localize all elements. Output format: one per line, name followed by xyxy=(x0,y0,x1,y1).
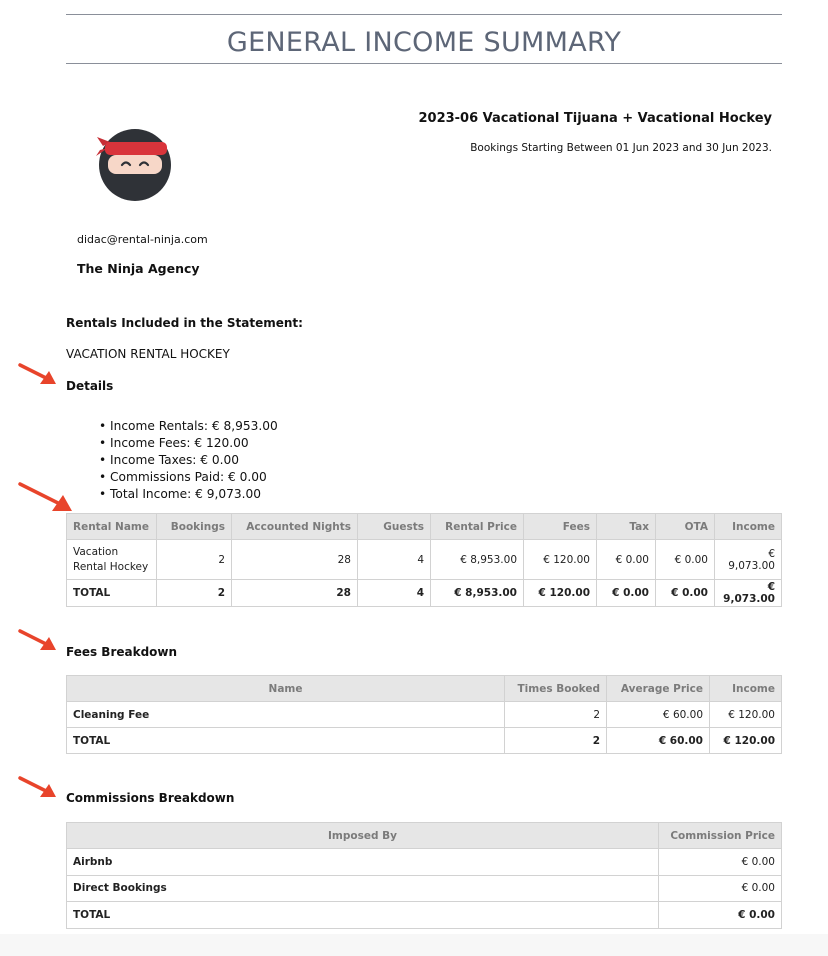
total-label: TOTAL xyxy=(67,728,505,754)
table-total-row xyxy=(67,728,782,754)
details-label: Details xyxy=(66,379,114,393)
col-times-booked: Times Booked xyxy=(505,676,607,702)
red-arrow-icon xyxy=(18,481,74,515)
col-average-price: Average Price xyxy=(607,676,710,702)
total-label: TOTAL xyxy=(67,580,157,607)
average-price-cell: € 60.00 xyxy=(607,702,710,728)
red-arrow-icon xyxy=(18,775,60,801)
table-row xyxy=(67,849,782,876)
fees-cell: € 120.00 xyxy=(524,540,597,580)
title-rule-top xyxy=(66,14,782,15)
report-title: 2023-06 Vacational Tijuana + Vacational Hockey xyxy=(418,111,772,126)
rentals-value: VACATION RENTAL HOCKEY xyxy=(66,347,230,361)
ota-cell: € 0.00 xyxy=(656,540,715,580)
red-arrow-icon xyxy=(18,628,60,654)
fee-name-cell: Cleaning Fee xyxy=(67,702,505,728)
page-title: GENERAL INCOME SUMMARY xyxy=(226,27,622,58)
table-row xyxy=(67,540,782,580)
guests-cell: 4 xyxy=(358,540,431,580)
agency-email: didac@rental-ninja.com xyxy=(77,233,208,246)
total-fees: € 120.00 xyxy=(524,580,597,607)
list-item: • Income Taxes: € 0.00 xyxy=(110,452,278,469)
table-header-row xyxy=(67,514,782,540)
list-item: • Income Rentals: € 8,953.00 xyxy=(110,418,278,435)
report-date-range: Bookings Starting Between 01 Jun 2023 and 30 Jun 2023. xyxy=(470,142,772,154)
fees-breakdown-label: Fees Breakdown xyxy=(66,645,178,659)
col-fees: Fees xyxy=(524,514,597,540)
commission-price-cell: € 0.00 xyxy=(659,875,782,902)
rentals-label: Rentals Included in the Statement: xyxy=(66,316,303,330)
table-total-row xyxy=(67,580,782,607)
col-rental-price: Rental Price xyxy=(431,514,524,540)
total-average-price: € 60.00 xyxy=(607,728,710,754)
col-bookings: Bookings xyxy=(157,514,232,540)
list-item: • Income Fees: € 120.00 xyxy=(110,435,278,452)
total-bookings: 2 xyxy=(157,580,232,607)
fee-income-cell: € 120.00 xyxy=(710,702,782,728)
total-tax: € 0.00 xyxy=(597,580,656,607)
total-ota: € 0.00 xyxy=(656,580,715,607)
table-header-row xyxy=(67,676,782,702)
col-income: Income xyxy=(715,514,782,540)
total-guests: 4 xyxy=(358,580,431,607)
total-fee-income: € 120.00 xyxy=(710,728,782,754)
ninja-avatar-icon xyxy=(96,128,172,202)
list-item: • Commissions Paid: € 0.00 xyxy=(110,469,278,486)
col-accounted-nights: Accounted Nights xyxy=(232,514,358,540)
nights-cell: 28 xyxy=(232,540,358,580)
total-times-booked: 2 xyxy=(505,728,607,754)
page-bottom-strip xyxy=(0,934,828,956)
commissions-breakdown-table xyxy=(66,822,782,929)
fees-breakdown-table xyxy=(66,675,782,754)
title-rule-bottom xyxy=(66,63,782,64)
rental-name-line2: Rental Hockey xyxy=(73,560,149,573)
col-fee-name: Name xyxy=(67,676,505,702)
commissions-breakdown-label: Commissions Breakdown xyxy=(66,791,235,805)
total-commission-price: € 0.00 xyxy=(659,902,782,929)
bookings-cell: 2 xyxy=(157,540,232,580)
rental-income-table xyxy=(66,513,782,607)
total-nights: 28 xyxy=(232,580,358,607)
rental-price-cell: € 8,953.00 xyxy=(431,540,524,580)
table-row xyxy=(67,702,782,728)
col-commission-price: Commission Price xyxy=(659,823,782,849)
table-row xyxy=(67,875,782,902)
imposed-by-cell: Direct Bookings xyxy=(67,875,659,902)
total-rental-price: € 8,953.00 xyxy=(431,580,524,607)
red-arrow-icon xyxy=(18,362,60,388)
rental-name-cell xyxy=(67,540,157,580)
times-booked-cell: 2 xyxy=(505,702,607,728)
col-guests: Guests xyxy=(358,514,431,540)
col-fee-income: Income xyxy=(710,676,782,702)
col-imposed-by: Imposed By xyxy=(67,823,659,849)
col-ota: OTA xyxy=(656,514,715,540)
table-header-row xyxy=(67,823,782,849)
tax-cell: € 0.00 xyxy=(597,540,656,580)
total-label: TOTAL xyxy=(67,902,659,929)
rental-name-line1: Vacation xyxy=(73,545,119,558)
details-list xyxy=(110,418,278,503)
col-tax: Tax xyxy=(597,514,656,540)
col-rental-name: Rental Name xyxy=(67,514,157,540)
list-item: • Total Income: € 9,073.00 xyxy=(110,486,278,503)
commission-price-cell: € 0.00 xyxy=(659,849,782,876)
income-cell: € 9,073.00 xyxy=(715,540,782,580)
table-total-row xyxy=(67,902,782,929)
total-income: € 9,073.00 xyxy=(715,580,782,607)
agency-name: The Ninja Agency xyxy=(77,261,200,276)
imposed-by-cell: Airbnb xyxy=(67,849,659,876)
